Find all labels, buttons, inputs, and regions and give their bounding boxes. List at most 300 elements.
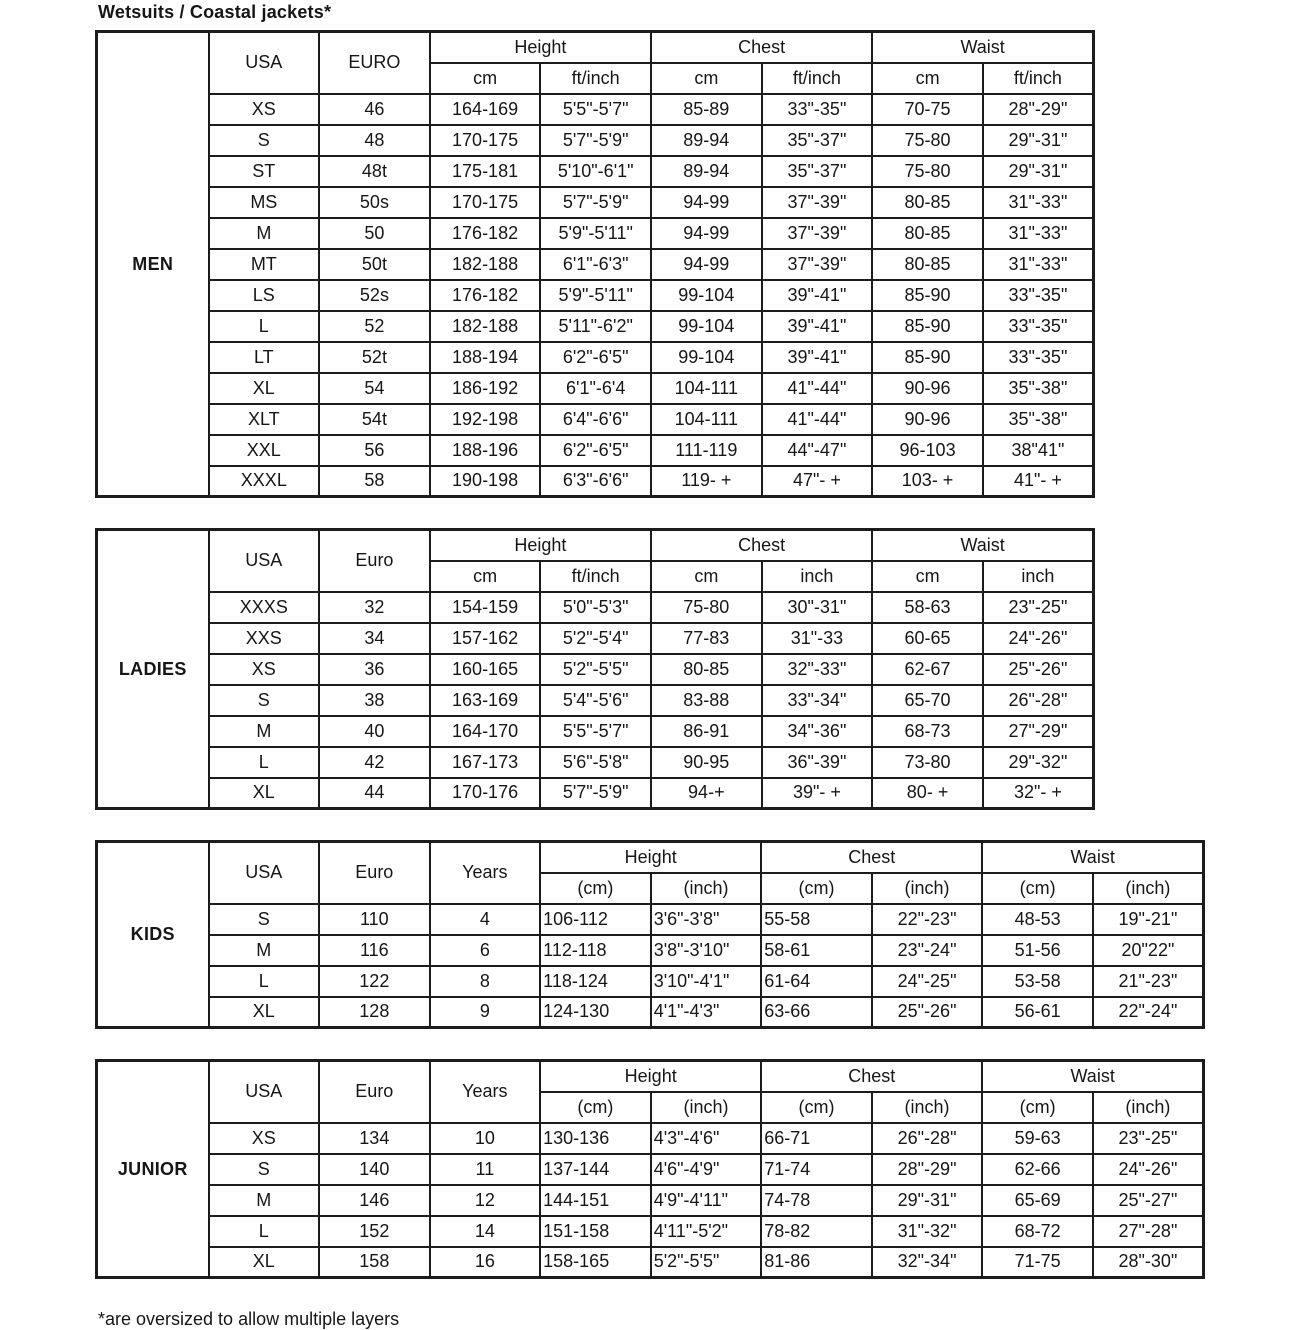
table-row <box>97 904 1204 935</box>
size-cell: 175-181 <box>430 156 541 187</box>
size-cell: 188-194 <box>430 342 541 373</box>
size-cell: 176-182 <box>430 218 541 249</box>
size-cell: 68-73 <box>872 716 983 747</box>
oversized-footnote: *are oversized to allow multiple layers <box>98 1309 400 1329</box>
size-cell: XXL <box>209 435 320 466</box>
size-cell: 24"-26" <box>1093 1154 1204 1185</box>
size-cell: 37"-39" <box>762 187 873 218</box>
size-cell: 50t <box>319 249 430 280</box>
size-cell: 163-169 <box>430 685 541 716</box>
size-cell: L <box>209 311 320 342</box>
size-group-label-junior: JUNIOR <box>97 1061 209 1278</box>
table-row <box>97 187 1094 218</box>
size-cell: 25"-27" <box>1093 1185 1204 1216</box>
size-cell: 20"22" <box>1093 935 1204 966</box>
size-cell: 192-198 <box>430 404 541 435</box>
size-cell: 52s <box>319 280 430 311</box>
column-header-usa: USA <box>209 1061 320 1123</box>
size-cell: 31"-33" <box>983 249 1094 280</box>
size-cell: 134 <box>319 1123 430 1154</box>
size-cell: 23"-25" <box>1093 1123 1204 1154</box>
size-cell: 29"-31" <box>983 125 1094 156</box>
unit-header: ft/inch <box>540 63 651 94</box>
size-cell: 58 <box>319 466 430 497</box>
unit-header: (cm) <box>982 873 1093 904</box>
size-cell: 24"-26" <box>983 623 1094 654</box>
table-row <box>97 1154 1204 1185</box>
size-cell: 158-165 <box>540 1247 651 1278</box>
size-cell: 164-169 <box>430 94 541 125</box>
column-header-years: Years <box>430 1061 541 1123</box>
size-cell: 188-196 <box>430 435 541 466</box>
size-cell: 62-67 <box>872 654 983 685</box>
size-cell: 38 <box>319 685 430 716</box>
table-row <box>97 404 1094 435</box>
size-cell: 33"-35" <box>983 280 1094 311</box>
size-cell: XL <box>209 1247 320 1278</box>
size-cell: XS <box>209 1123 320 1154</box>
size-cell: 182-188 <box>430 311 541 342</box>
column-header-chest: Chest <box>761 842 982 873</box>
size-cell: 94-99 <box>651 187 762 218</box>
unit-header: (cm) <box>761 1092 872 1123</box>
size-cell: 94-+ <box>651 778 762 809</box>
size-group-label-men: MEN <box>97 32 209 497</box>
size-cell: S <box>209 904 320 935</box>
size-cell: 32"-34" <box>872 1247 983 1278</box>
size-cell: 96-103 <box>872 435 983 466</box>
size-cell: L <box>209 966 320 997</box>
size-cell: 31"-33" <box>983 187 1094 218</box>
table-row <box>97 623 1094 654</box>
size-cell: M <box>209 935 320 966</box>
size-cell: 39"- + <box>762 778 873 809</box>
size-cell: 122 <box>319 966 430 997</box>
size-cell: 5'11"-6'2" <box>540 311 651 342</box>
table-row <box>97 466 1094 497</box>
size-cell: 5'6"-5'8" <box>540 747 651 778</box>
size-cell: 5'5"-5'7" <box>540 94 651 125</box>
size-cell: 36 <box>319 654 430 685</box>
size-cell: 83-88 <box>651 685 762 716</box>
size-cell: 54t <box>319 404 430 435</box>
size-cell: 54 <box>319 373 430 404</box>
column-header-height: Height <box>430 32 651 63</box>
size-cell: 3'8"-3'10" <box>651 935 762 966</box>
size-cell: 22"-24" <box>1093 997 1204 1028</box>
size-cell: 154-159 <box>430 592 541 623</box>
size-cell: 14 <box>430 1216 541 1247</box>
size-cell: 56-61 <box>982 997 1093 1028</box>
size-group-label-kids: KIDS <box>97 842 209 1028</box>
size-cell: 66-71 <box>761 1123 872 1154</box>
size-cell: 5'4"-5'6" <box>540 685 651 716</box>
table-row <box>97 966 1204 997</box>
unit-header: cm <box>872 63 983 94</box>
size-cell: 80-85 <box>651 654 762 685</box>
size-cell: 50 <box>319 218 430 249</box>
size-cell: XLT <box>209 404 320 435</box>
size-cell: 80-85 <box>872 249 983 280</box>
size-cell: 78-82 <box>761 1216 872 1247</box>
size-cell: 39"-41" <box>762 342 873 373</box>
size-cell: 5'9"-5'11" <box>540 218 651 249</box>
size-cell: 31"-33" <box>983 218 1094 249</box>
size-cell: 19"-21" <box>1093 904 1204 935</box>
column-header-usa: USA <box>209 530 320 592</box>
column-header-height: Height <box>430 530 651 561</box>
size-cell: M <box>209 218 320 249</box>
size-cell: 73-80 <box>872 747 983 778</box>
size-cell: ST <box>209 156 320 187</box>
table-row <box>97 1123 1204 1154</box>
size-cell: 4'6"-4'9" <box>651 1154 762 1185</box>
size-cell: 110 <box>319 904 430 935</box>
size-cell: 56 <box>319 435 430 466</box>
size-cell: 90-96 <box>872 404 983 435</box>
size-tables-container <box>95 30 1300 1279</box>
unit-header: (inch) <box>872 873 983 904</box>
size-cell: 68-72 <box>982 1216 1093 1247</box>
size-cell: 16 <box>430 1247 541 1278</box>
size-table-men <box>95 30 1095 498</box>
unit-header: cm <box>651 561 762 592</box>
size-cell: 3'10"-4'1" <box>651 966 762 997</box>
size-cell: XL <box>209 997 320 1028</box>
table-row <box>97 156 1094 187</box>
size-cell: 104-111 <box>651 373 762 404</box>
size-cell: 41"- + <box>983 466 1094 497</box>
size-cell: L <box>209 747 320 778</box>
table-row <box>97 747 1094 778</box>
size-cell: S <box>209 1154 320 1185</box>
size-cell: 40 <box>319 716 430 747</box>
size-cell: 5'7"-5'9" <box>540 125 651 156</box>
size-cell: 4'3"-4'6" <box>651 1123 762 1154</box>
column-header-waist: Waist <box>982 1061 1203 1092</box>
size-cell: 70-75 <box>872 94 983 125</box>
size-cell: 130-136 <box>540 1123 651 1154</box>
size-cell: 4'9"-4'11" <box>651 1185 762 1216</box>
size-cell: 5'2"-5'5" <box>540 654 651 685</box>
size-cell: 31"-32" <box>872 1216 983 1247</box>
size-cell: 5'7"-5'9" <box>540 778 651 809</box>
size-cell: 51-56 <box>982 935 1093 966</box>
size-cell: 39"-41" <box>762 280 873 311</box>
size-cell: 190-198 <box>430 466 541 497</box>
size-cell: 167-173 <box>430 747 541 778</box>
size-cell: 75-80 <box>651 592 762 623</box>
size-cell: 170-175 <box>430 187 541 218</box>
column-header-height: Height <box>540 842 761 873</box>
size-cell: 75-80 <box>872 125 983 156</box>
size-cell: 5'10"-6'1" <box>540 156 651 187</box>
unit-header: (inch) <box>1093 873 1204 904</box>
column-header-years: Years <box>430 842 541 904</box>
table-row <box>97 280 1094 311</box>
size-cell: 27"-28" <box>1093 1216 1204 1247</box>
size-cell: 80-85 <box>872 218 983 249</box>
size-cell: 5'0"-5'3" <box>540 592 651 623</box>
size-cell: 71-75 <box>982 1247 1093 1278</box>
size-cell: 5'2"-5'5" <box>651 1247 762 1278</box>
size-cell: 85-90 <box>872 280 983 311</box>
size-cell: 77-83 <box>651 623 762 654</box>
table-row <box>97 125 1094 156</box>
size-cell: 41"-44" <box>762 373 873 404</box>
size-cell: 106-112 <box>540 904 651 935</box>
size-cell: 28"-30" <box>1093 1247 1204 1278</box>
unit-header: (inch) <box>1093 1092 1204 1123</box>
size-cell: 26"-28" <box>872 1123 983 1154</box>
unit-header: cm <box>430 63 541 94</box>
size-cell: 85-90 <box>872 311 983 342</box>
table-row <box>97 94 1094 125</box>
size-cell: 90-95 <box>651 747 762 778</box>
size-cell: 48t <box>319 156 430 187</box>
table-row <box>97 1247 1204 1278</box>
size-cell: 80- + <box>872 778 983 809</box>
size-cell: 33"-35" <box>983 311 1094 342</box>
size-cell: 25"-26" <box>983 654 1094 685</box>
size-cell: 33"-35" <box>762 94 873 125</box>
size-cell: 5'2"-5'4" <box>540 623 651 654</box>
size-cell: 103- + <box>872 466 983 497</box>
size-cell: MT <box>209 249 320 280</box>
size-cell: 99-104 <box>651 311 762 342</box>
table-row <box>97 1185 1204 1216</box>
column-header-euro: EURO <box>319 32 430 94</box>
size-cell: XL <box>209 373 320 404</box>
size-cell: 71-74 <box>761 1154 872 1185</box>
size-cell: XXS <box>209 623 320 654</box>
unit-header: (inch) <box>651 873 762 904</box>
table-row <box>97 218 1094 249</box>
size-cell: 28"-29" <box>872 1154 983 1185</box>
size-cell: 182-188 <box>430 249 541 280</box>
table-row <box>97 435 1094 466</box>
table-row <box>97 342 1094 373</box>
table-row <box>97 716 1094 747</box>
size-cell: MS <box>209 187 320 218</box>
size-cell: 158 <box>319 1247 430 1278</box>
size-cell: 58-61 <box>761 935 872 966</box>
size-cell: 52 <box>319 311 430 342</box>
size-cell: 32"- + <box>983 778 1094 809</box>
column-header-chest: Chest <box>651 530 872 561</box>
size-cell: 164-170 <box>430 716 541 747</box>
size-cell: 63-66 <box>761 997 872 1028</box>
size-cell: 61-64 <box>761 966 872 997</box>
column-header-waist: Waist <box>982 842 1203 873</box>
size-cell: 34 <box>319 623 430 654</box>
table-row <box>97 685 1094 716</box>
size-cell: 6'1"-6'4 <box>540 373 651 404</box>
size-cell: 37"-39" <box>762 249 873 280</box>
size-cell: 34"-36" <box>762 716 873 747</box>
unit-header: ft/inch <box>983 63 1094 94</box>
size-cell: 160-165 <box>430 654 541 685</box>
size-cell: 146 <box>319 1185 430 1216</box>
size-cell: 112-118 <box>540 935 651 966</box>
unit-header: cm <box>872 561 983 592</box>
size-cell: 89-94 <box>651 125 762 156</box>
size-cell: 23"-25" <box>983 592 1094 623</box>
size-cell: 58-63 <box>872 592 983 623</box>
size-cell: 29"-31" <box>983 156 1094 187</box>
size-cell: L <box>209 1216 320 1247</box>
table-row <box>97 311 1094 342</box>
size-cell: 39"-41" <box>762 311 873 342</box>
column-header-chest: Chest <box>761 1061 982 1092</box>
size-cell: 11 <box>430 1154 541 1185</box>
unit-header: (cm) <box>761 873 872 904</box>
size-cell: 6 <box>430 935 541 966</box>
table-row <box>97 997 1204 1028</box>
table-row <box>97 1216 1204 1247</box>
size-cell: 35"-38" <box>983 373 1094 404</box>
size-cell: 118-124 <box>540 966 651 997</box>
size-cell: 31"-33 <box>762 623 873 654</box>
unit-header: inch <box>983 561 1094 592</box>
size-cell: 46 <box>319 94 430 125</box>
header-row-groups <box>97 32 1094 63</box>
size-cell: XS <box>209 654 320 685</box>
unit-header: (inch) <box>872 1092 983 1123</box>
size-cell: 30"-31" <box>762 592 873 623</box>
size-cell: 33"-34" <box>762 685 873 716</box>
table-row <box>97 249 1094 280</box>
size-cell: 4 <box>430 904 541 935</box>
size-cell: 80-85 <box>872 187 983 218</box>
size-cell: 186-192 <box>430 373 541 404</box>
size-cell: 10 <box>430 1123 541 1154</box>
unit-header: (inch) <box>651 1092 762 1123</box>
size-cell: XXXL <box>209 466 320 497</box>
table-row <box>97 373 1094 404</box>
size-cell: 124-130 <box>540 997 651 1028</box>
size-cell: 89-94 <box>651 156 762 187</box>
size-cell: 116 <box>319 935 430 966</box>
header-row-groups <box>97 530 1094 561</box>
size-cell: 28"-29" <box>983 94 1094 125</box>
unit-header: cm <box>430 561 541 592</box>
size-cell: 60-65 <box>872 623 983 654</box>
size-cell: LS <box>209 280 320 311</box>
size-cell: 9 <box>430 997 541 1028</box>
size-cell: 50s <box>319 187 430 218</box>
size-cell: 137-144 <box>540 1154 651 1185</box>
size-table-kids <box>95 840 1205 1029</box>
header-row-groups <box>97 842 1204 873</box>
size-cell: 6'4"-6'6" <box>540 404 651 435</box>
unit-header: (cm) <box>540 873 651 904</box>
unit-header: ft/inch <box>540 561 651 592</box>
unit-header: (cm) <box>982 1092 1093 1123</box>
size-cell: 81-86 <box>761 1247 872 1278</box>
size-cell: 24"-25" <box>872 966 983 997</box>
column-header-usa: USA <box>209 842 320 904</box>
size-cell: 32 <box>319 592 430 623</box>
size-cell: 170-176 <box>430 778 541 809</box>
size-cell: 75-80 <box>872 156 983 187</box>
size-cell: S <box>209 125 320 156</box>
size-cell: 144-151 <box>540 1185 651 1216</box>
size-cell: XS <box>209 94 320 125</box>
size-cell: 4'1"-4'3" <box>651 997 762 1028</box>
size-cell: 22"-23" <box>872 904 983 935</box>
size-cell: 29"-32" <box>983 747 1094 778</box>
size-cell: 151-158 <box>540 1216 651 1247</box>
size-group-label-ladies: LADIES <box>97 530 209 809</box>
size-cell: 33"-35" <box>983 342 1094 373</box>
size-cell: 176-182 <box>430 280 541 311</box>
size-cell: 48-53 <box>982 904 1093 935</box>
size-cell: 4'11"-5'2" <box>651 1216 762 1247</box>
size-cell: 152 <box>319 1216 430 1247</box>
size-cell: 119- + <box>651 466 762 497</box>
size-cell: 59-63 <box>982 1123 1093 1154</box>
size-cell: 6'2"-6'5" <box>540 435 651 466</box>
size-table-junior <box>95 1059 1205 1279</box>
size-cell: 6'3"-6'6" <box>540 466 651 497</box>
size-cell: 94-99 <box>651 218 762 249</box>
column-header-euro: Euro <box>319 842 430 904</box>
size-cell: 12 <box>430 1185 541 1216</box>
size-cell: 35"-37" <box>762 125 873 156</box>
size-cell: M <box>209 1185 320 1216</box>
size-cell: 29"-31" <box>872 1185 983 1216</box>
column-header-chest: Chest <box>651 32 872 63</box>
size-cell: 25"-26" <box>872 997 983 1028</box>
size-cell: 157-162 <box>430 623 541 654</box>
size-cell: 3'6"-3'8" <box>651 904 762 935</box>
size-cell: 65-69 <box>982 1185 1093 1216</box>
size-cell: 42 <box>319 747 430 778</box>
size-cell: 6'2"-6'5" <box>540 342 651 373</box>
column-header-euro: Euro <box>319 1061 430 1123</box>
size-cell: 35"-38" <box>983 404 1094 435</box>
size-cell: XL <box>209 778 320 809</box>
header-row-groups <box>97 1061 1204 1092</box>
size-cell: 94-99 <box>651 249 762 280</box>
size-cell: 48 <box>319 125 430 156</box>
unit-header: (cm) <box>540 1092 651 1123</box>
size-cell: 35"-37" <box>762 156 873 187</box>
size-table-ladies <box>95 528 1095 810</box>
table-row <box>97 778 1094 809</box>
size-cell: 44 <box>319 778 430 809</box>
size-cell: 140 <box>319 1154 430 1185</box>
size-cell: 47"- + <box>762 466 873 497</box>
size-cell: 85-89 <box>651 94 762 125</box>
size-cell: 53-58 <box>982 966 1093 997</box>
size-cell: LT <box>209 342 320 373</box>
size-cell: 6'1"-6'3" <box>540 249 651 280</box>
size-cell: 170-175 <box>430 125 541 156</box>
column-header-euro: Euro <box>319 530 430 592</box>
size-cell: 85-90 <box>872 342 983 373</box>
unit-header: ft/inch <box>762 63 873 94</box>
size-cell: 26"-28" <box>983 685 1094 716</box>
size-cell: 38"41" <box>983 435 1094 466</box>
table-row <box>97 935 1204 966</box>
size-cell: 44"-47" <box>762 435 873 466</box>
size-cell: 27"-29" <box>983 716 1094 747</box>
size-cell: 128 <box>319 997 430 1028</box>
size-cell: S <box>209 685 320 716</box>
size-cell: 52t <box>319 342 430 373</box>
